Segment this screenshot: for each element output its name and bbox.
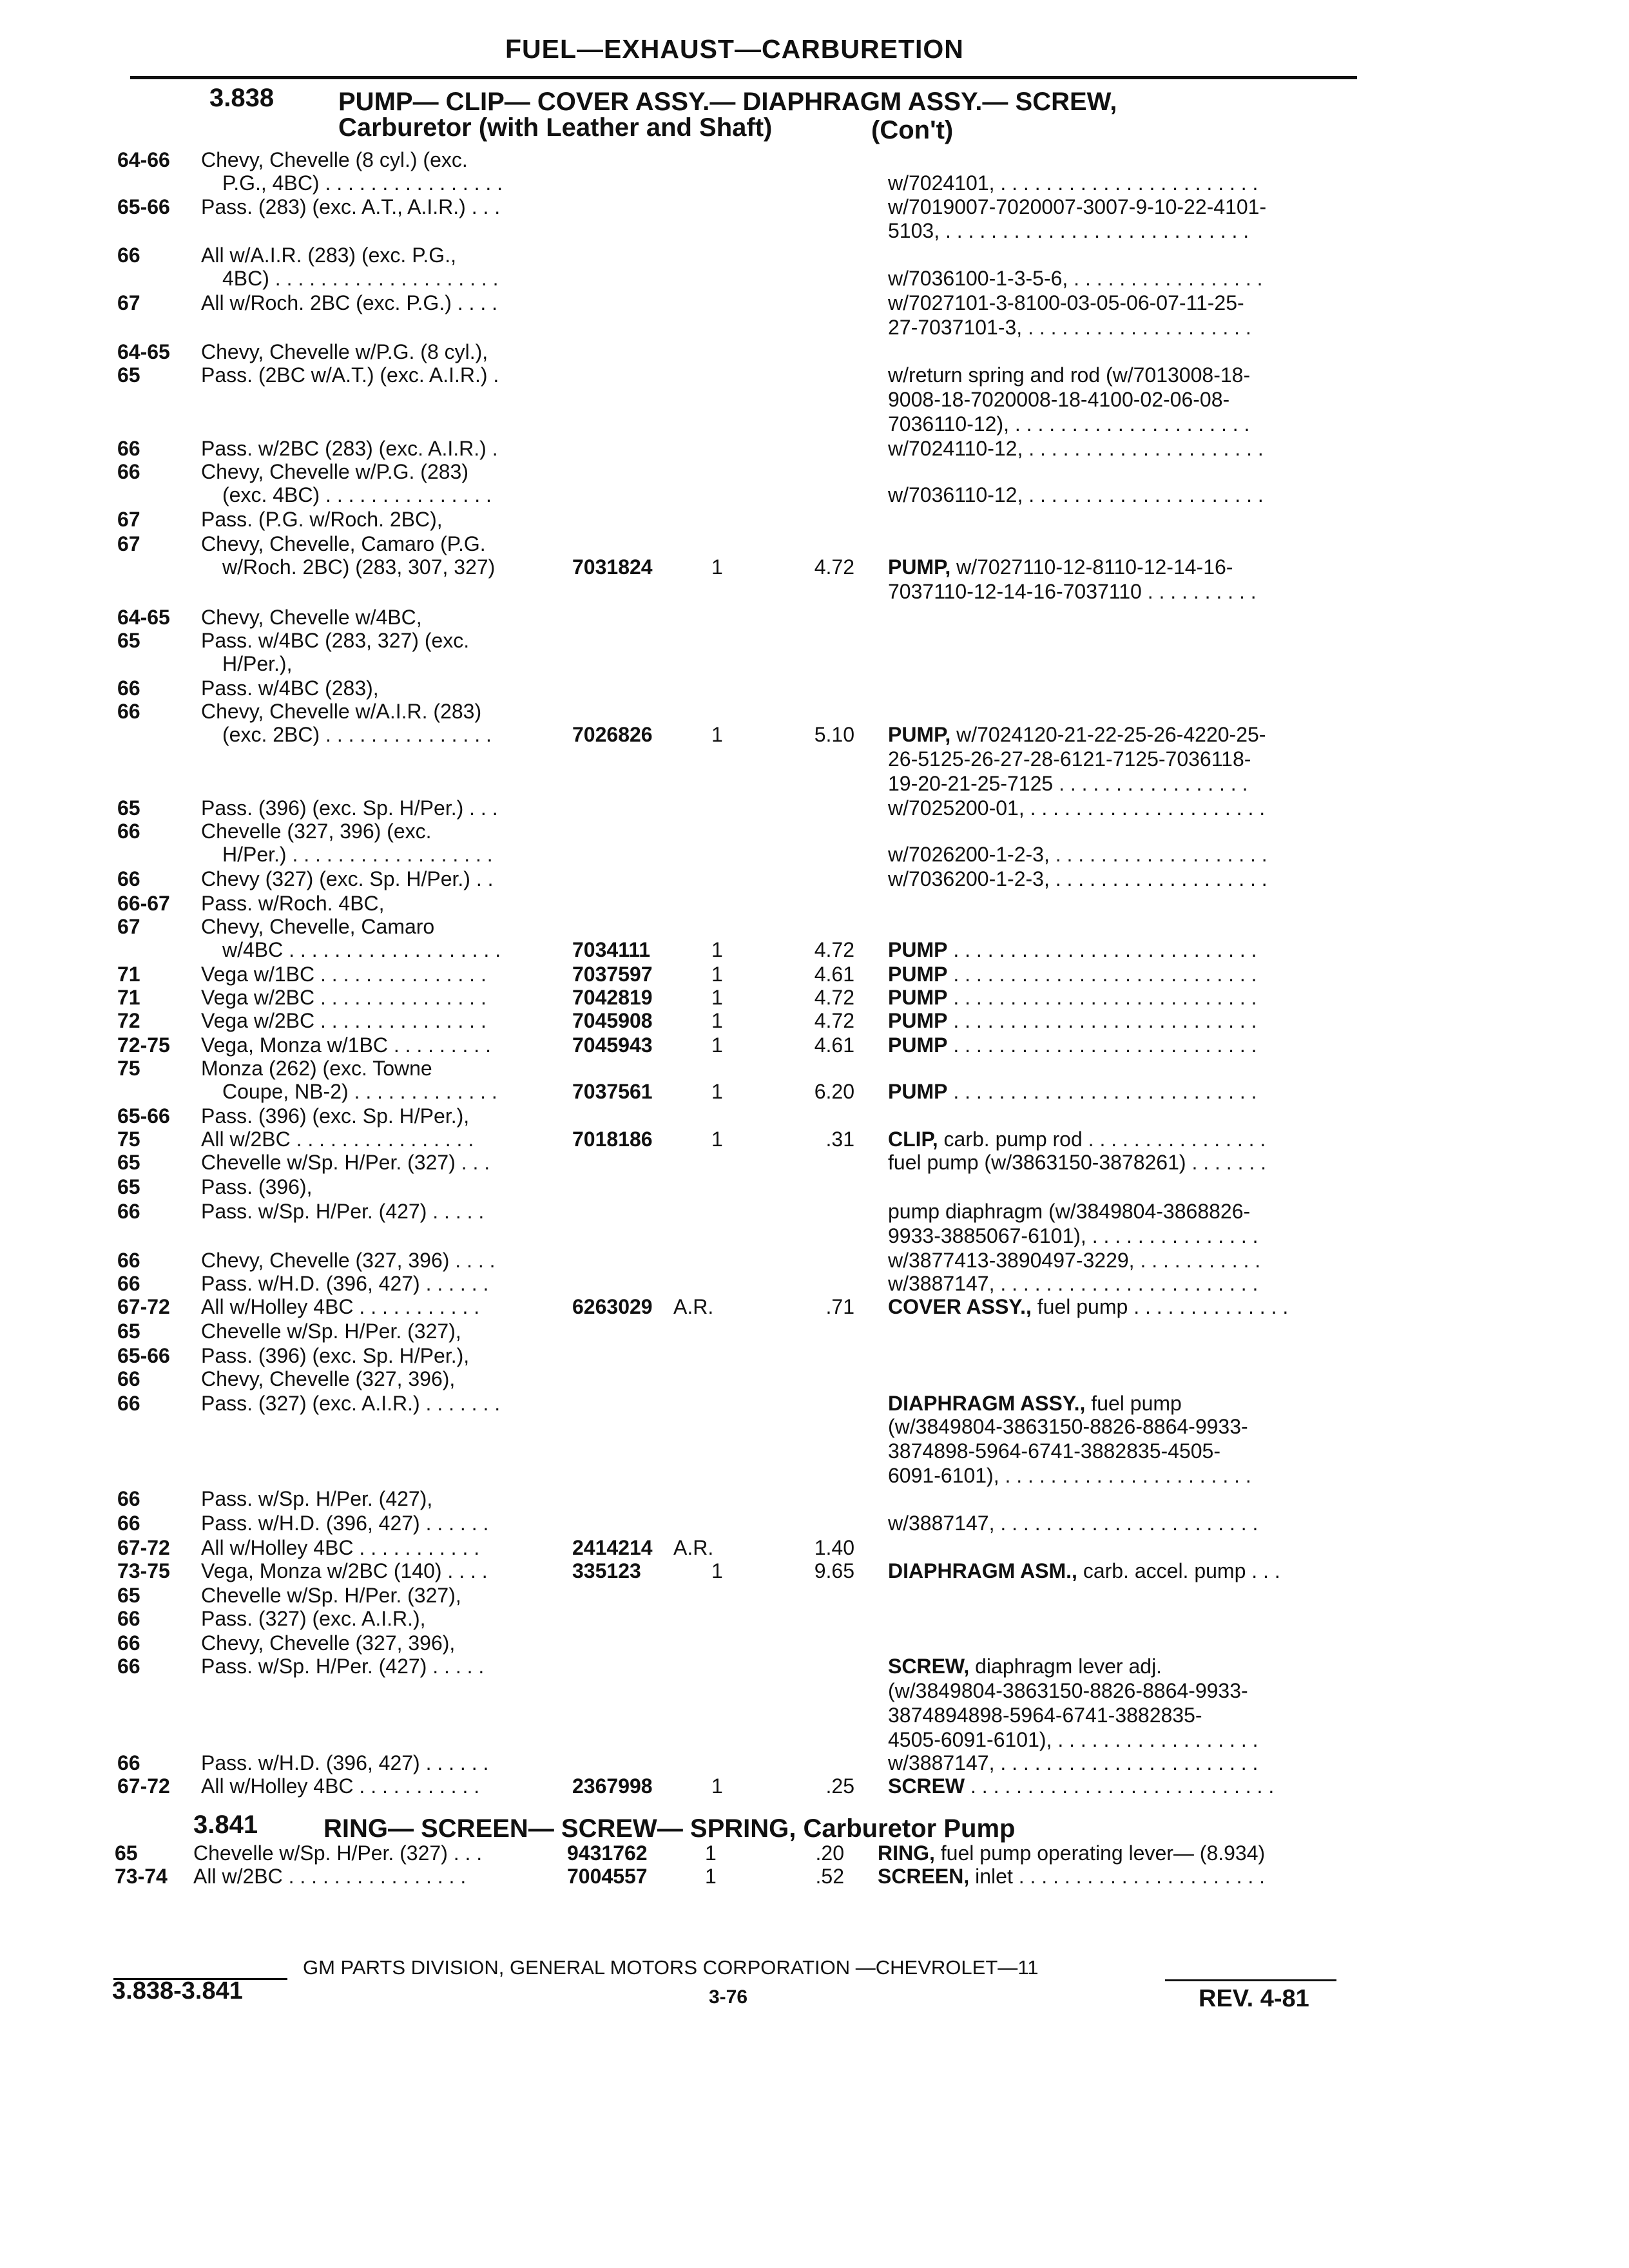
price: 4.72 xyxy=(814,986,854,1009)
part-detail: w/7027110-12-8110-12-14-16- xyxy=(950,555,1233,579)
part-description xyxy=(888,723,1266,746)
part-name: PUMP xyxy=(888,963,948,986)
section-subtitle: Carburetor (with Leather and Shaft) xyxy=(338,113,773,142)
part-description xyxy=(888,291,1244,314)
part-description xyxy=(888,1751,1258,1774)
application-text: Vega w/2BC . . . . . . . . . . . . . . . xyxy=(201,986,487,1009)
part-detail: 6091-6101), . . . . . . . . . . . . . . . . . . . . . . xyxy=(888,1464,1251,1487)
model-year: 65 xyxy=(117,1584,140,1607)
part-name: SCREW, xyxy=(888,1655,970,1678)
model-year: 66 xyxy=(117,1655,140,1678)
model-year: 66 xyxy=(117,1392,140,1415)
model-year: 75 xyxy=(117,1128,140,1151)
application-text: Pass. w/2BC (283) (exc. A.I.R.) . xyxy=(201,437,498,460)
quantity: 1 xyxy=(705,1865,717,1888)
application-text: Pass. (327) (exc. A.I.R.), xyxy=(201,1607,426,1630)
part-description xyxy=(888,986,1257,1009)
model-year: 65-66 xyxy=(117,1344,170,1367)
application-text: Chevelle (327, 396) (exc. xyxy=(201,820,432,843)
part-name: PUMP xyxy=(888,1080,948,1103)
application-text: 4BC) . . . . . . . . . . . . . . . . . . . . xyxy=(222,267,499,290)
part-name: COVER ASSY., xyxy=(888,1295,1032,1318)
part-number: 7031824 xyxy=(572,555,653,579)
part-description xyxy=(888,363,1250,387)
model-year: 66 xyxy=(117,1200,140,1223)
price: 4.72 xyxy=(814,1009,854,1032)
model-year: 71 xyxy=(117,986,140,1009)
model-year: 72 xyxy=(117,1009,140,1032)
application-text: All w/2BC . . . . . . . . . . . . . . . . xyxy=(201,1128,474,1151)
price: .25 xyxy=(825,1774,854,1798)
part-name: PUMP, xyxy=(888,555,951,579)
part-detail: 3874894898-5964-6741-3882835- xyxy=(888,1704,1202,1727)
part-number: 6263029 xyxy=(572,1295,653,1318)
part-detail: (w/3849804-3863150-8826-8864-9933- xyxy=(888,1415,1248,1438)
part-description xyxy=(878,1841,1265,1865)
part-description xyxy=(888,1704,1202,1727)
part-name: DIAPHRAGM ASM., xyxy=(888,1559,1077,1582)
model-year: 67 xyxy=(117,508,140,531)
part-detail: w/3887147, . . . . . . . . . . . . . . . . . . . . . . . xyxy=(888,1751,1258,1774)
part-description xyxy=(888,1464,1251,1487)
application-text: Pass. w/H.D. (396, 427) . . . . . . xyxy=(201,1512,489,1535)
application-text: Pass. w/4BC (283), xyxy=(201,677,379,700)
part-detail: w/7024110-12, . . . . . . . . . . . . . . . . . . . . . xyxy=(888,437,1264,460)
part-description xyxy=(888,1151,1266,1174)
model-year: 66 xyxy=(117,1367,140,1390)
quantity: 1 xyxy=(711,963,723,986)
part-description xyxy=(888,267,1263,290)
part-number: 7045943 xyxy=(572,1033,653,1057)
application-text: w/4BC . . . . . . . . . . . . . . . . . . . xyxy=(222,938,501,961)
part-description xyxy=(888,1559,1280,1582)
application-text: Chevy, Chevelle (327, 396), xyxy=(201,1631,456,1655)
model-year: 64-65 xyxy=(117,606,170,629)
part-detail: w/7019007-7020007-3007-9-10-22-4101- xyxy=(888,195,1267,218)
page-header-title: FUEL—EXHAUST—CARBURETION xyxy=(505,34,964,64)
part-number: 9431762 xyxy=(567,1841,648,1865)
application-text: All w/A.I.R. (283) (exc. P.G., xyxy=(201,244,456,267)
part-name: PUMP xyxy=(888,986,948,1009)
price: 1.40 xyxy=(814,1536,854,1559)
part-description xyxy=(888,195,1266,218)
application-text: Chevy, Chevelle, Camaro xyxy=(201,915,435,938)
part-detail: . . . . . . . . . . . . . . . . . . . . . . . . . . . xyxy=(947,1080,1257,1103)
part-description xyxy=(888,867,1268,890)
model-year: 75 xyxy=(117,1057,140,1080)
part-detail: diaphragm lever adj. xyxy=(969,1655,1162,1678)
model-year: 66 xyxy=(117,1249,140,1272)
section-number: 3.838 xyxy=(209,84,275,112)
quantity: 1 xyxy=(711,1774,723,1798)
part-number: 7042819 xyxy=(572,986,653,1009)
part-name: RING, xyxy=(878,1841,935,1865)
model-year: 66 xyxy=(117,1631,140,1655)
part-description xyxy=(888,555,1233,579)
price: 4.61 xyxy=(814,963,854,986)
part-number: 7026826 xyxy=(572,723,653,746)
quantity: 1 xyxy=(711,723,723,746)
application-text: Pass. (396), xyxy=(201,1175,313,1198)
part-detail: w/7036200-1-2-3, . . . . . . . . . . . . . . . . . . . xyxy=(888,867,1268,890)
part-description xyxy=(888,1655,1162,1678)
model-year: 67 xyxy=(117,532,140,555)
model-year: 66 xyxy=(117,700,140,723)
part-detail: w/7036110-12, . . . . . . . . . . . . . . . . . . . . . xyxy=(888,483,1264,506)
application-text: Chevy, Chevelle (327, 396) . . . . xyxy=(201,1249,496,1272)
price: 5.10 xyxy=(814,723,854,746)
part-description xyxy=(888,747,1251,771)
model-year: 71 xyxy=(117,963,140,986)
application-text: Chevelle w/Sp. H/Per. (327) . . . xyxy=(201,1151,490,1174)
part-detail: w/return spring and rod (w/7013008-18- xyxy=(888,363,1251,387)
part-number: 2414214 xyxy=(572,1536,653,1559)
quantity: 1 xyxy=(711,1009,723,1032)
application-text: Pass. (396) (exc. Sp. H/Per.) . . . xyxy=(201,796,498,820)
part-description xyxy=(888,772,1248,795)
application-text: Chevy, Chevelle, Camaro (P.G. xyxy=(201,532,486,555)
part-description xyxy=(888,1249,1260,1272)
application-text: Coupe, NB-2) . . . . . . . . . . . . . xyxy=(222,1080,497,1103)
part-detail: w/3877413-3890497-3229, . . . . . . . . . . . xyxy=(888,1249,1261,1272)
application-text: Pass. w/Sp. H/Per. (427) . . . . . xyxy=(201,1655,485,1678)
part-number: 7037561 xyxy=(572,1080,653,1103)
part-description xyxy=(888,1033,1257,1057)
application-text: Pass. w/Sp. H/Per. (427) . . . . . xyxy=(201,1200,485,1223)
part-detail: 5103, . . . . . . . . . . . . . . . . . . . . . . . . . . . xyxy=(888,219,1249,242)
part-detail: . . . . . . . . . . . . . . . . . . . . . . . . . . . xyxy=(947,963,1257,986)
model-year: 66 xyxy=(117,460,140,483)
application-text: Chevy, Chevelle w/4BC, xyxy=(201,606,422,629)
section-title: PUMP— CLIP— COVER ASSY.— DIAPHRAGM ASSY.— SCREW, xyxy=(338,88,1117,116)
part-detail: w/7026200-1-2-3, . . . . . . . . . . . . . . . . . . . xyxy=(888,843,1268,866)
part-description xyxy=(888,843,1268,866)
part-detail: fuel pump xyxy=(1085,1392,1182,1415)
model-year: 65 xyxy=(117,1175,140,1198)
model-year: 66 xyxy=(117,820,140,843)
part-detail: w/7027101-3-8100-03-05-06-07-11-25- xyxy=(888,291,1244,314)
part-name: CLIP, xyxy=(888,1128,938,1151)
part-detail: 9933-3885067-6101), . . . . . . . . . . . . . . . xyxy=(888,1224,1258,1247)
part-detail: . . . . . . . . . . . . . . . . . . . . . . . . . . . xyxy=(947,938,1257,961)
application-text: Pass. w/H.D. (396, 427) . . . . . . xyxy=(201,1272,489,1295)
part-number: 7034111 xyxy=(572,938,651,961)
price: .31 xyxy=(825,1128,854,1151)
part-description xyxy=(888,1295,1288,1318)
model-year: 64-66 xyxy=(117,148,170,171)
part-number: 2367998 xyxy=(572,1774,653,1798)
part-detail: . . . . . . . . . . . . . . . . . . . . . . . . . . . xyxy=(947,986,1257,1009)
part-description xyxy=(888,1728,1258,1751)
model-year: 65 xyxy=(117,363,140,387)
quantity: 1 xyxy=(705,1841,717,1865)
model-year: 73-75 xyxy=(117,1559,170,1582)
header-rule xyxy=(130,76,1357,79)
part-detail: fuel pump (w/3863150-3878261) . . . . . . . xyxy=(888,1151,1267,1174)
part-number: 335123 xyxy=(572,1559,641,1582)
part-description xyxy=(888,1774,1274,1798)
quantity: A.R. xyxy=(673,1536,714,1559)
part-description xyxy=(888,388,1229,411)
quantity: 1 xyxy=(711,1128,723,1151)
application-text: (exc. 4BC) . . . . . . . . . . . . . . . xyxy=(222,483,492,506)
part-description xyxy=(878,1865,1265,1888)
part-description xyxy=(888,1009,1257,1032)
application-text: Pass. (327) (exc. A.I.R.) . . . . . . . xyxy=(201,1392,501,1415)
model-year: 66 xyxy=(117,1487,140,1510)
application-text: Chevelle w/Sp. H/Per. (327) . . . xyxy=(193,1841,483,1865)
price: 4.61 xyxy=(814,1033,854,1057)
application-text: Chevy, Chevelle w/P.G. (283) xyxy=(201,460,468,483)
quantity: A.R. xyxy=(673,1295,714,1318)
part-description xyxy=(888,1439,1220,1463)
application-text: All w/2BC . . . . . . . . . . . . . . . . xyxy=(193,1865,467,1888)
model-year: 67-72 xyxy=(117,1536,170,1559)
part-detail: . . . . . . . . . . . . . . . . . . . . . . . . . . . xyxy=(947,1009,1257,1032)
part-number: 7004557 xyxy=(567,1865,648,1888)
part-description xyxy=(888,437,1264,460)
quantity: 1 xyxy=(711,938,723,961)
part-detail: w/7024120-21-22-25-26-4220-25- xyxy=(950,723,1266,746)
part-detail: 4505-6091-6101), . . . . . . . . . . . . . . . . . . xyxy=(888,1728,1258,1751)
part-description xyxy=(888,412,1249,436)
model-year: 65 xyxy=(115,1841,138,1865)
part-description xyxy=(888,963,1257,986)
part-detail: . . . . . . . . . . . . . . . . . . . . . . . . . . . xyxy=(965,1774,1275,1798)
part-detail: 27-7037101-3, . . . . . . . . . . . . . . . . . . . . xyxy=(888,316,1251,339)
model-year: 66 xyxy=(117,1272,140,1295)
application-text: Pass. (P.G. w/Roch. 2BC), xyxy=(201,508,443,531)
application-text: Pass. w/Sp. H/Per. (427), xyxy=(201,1487,433,1510)
part-description xyxy=(888,1679,1248,1702)
quantity: 1 xyxy=(711,1080,723,1103)
application-text: Vega w/1BC . . . . . . . . . . . . . . . xyxy=(201,963,487,986)
quantity: 1 xyxy=(711,986,723,1009)
model-year: 67 xyxy=(117,915,140,938)
application-text: H/Per.), xyxy=(222,652,293,675)
model-year: 65 xyxy=(117,1151,140,1174)
section2-number: 3.841 xyxy=(193,1811,258,1839)
part-name: SCREEN, xyxy=(878,1865,970,1888)
part-name: PUMP, xyxy=(888,723,951,746)
part-description xyxy=(888,1512,1258,1535)
part-description xyxy=(888,1200,1250,1223)
part-detail: fuel pump . . . . . . . . . . . . . . xyxy=(1031,1295,1289,1318)
application-text: Chevelle w/Sp. H/Per. (327), xyxy=(201,1584,461,1607)
application-text: P.G., 4BC) . . . . . . . . . . . . . . . . xyxy=(222,171,503,195)
part-description xyxy=(888,580,1257,603)
application-text: Pass. w/H.D. (396, 427) . . . . . . xyxy=(201,1751,489,1774)
part-name: SCREW xyxy=(888,1774,965,1798)
part-detail: w/7036100-1-3-5-6, . . . . . . . . . . . . . . . . . xyxy=(888,267,1263,290)
part-description xyxy=(888,1128,1266,1151)
price: 9.65 xyxy=(814,1559,854,1582)
model-year: 66 xyxy=(117,1607,140,1630)
part-name: DIAPHRAGM ASSY., xyxy=(888,1392,1086,1415)
part-description xyxy=(888,171,1258,195)
application-text: All w/Holley 4BC . . . . . . . . . . . xyxy=(201,1536,480,1559)
application-text: Chevy, Chevelle (8 cyl.) (exc. xyxy=(201,148,468,171)
model-year: 67-72 xyxy=(117,1295,170,1318)
model-year: 72-75 xyxy=(117,1033,170,1057)
application-text: Chevy (327) (exc. Sp. H/Per.) . . xyxy=(201,867,494,890)
part-detail: 9008-18-7020008-18-4100-02-06-08- xyxy=(888,388,1230,411)
application-text: Chevy, Chevelle w/A.I.R. (283) xyxy=(201,700,482,723)
application-text: Pass. w/4BC (283, 327) (exc. xyxy=(201,629,470,652)
footer-rule-right xyxy=(1165,1979,1336,1981)
model-year: 65 xyxy=(117,796,140,820)
part-description xyxy=(888,1080,1257,1103)
part-description xyxy=(888,483,1264,506)
part-description xyxy=(888,1415,1248,1438)
quantity: 1 xyxy=(711,555,723,579)
part-description xyxy=(888,796,1265,820)
part-detail: w/7024101, . . . . . . . . . . . . . . . . . . . . . . . xyxy=(888,171,1258,195)
application-text: Pass. (396) (exc. Sp. H/Per.), xyxy=(201,1104,470,1128)
part-number: 7037597 xyxy=(572,963,653,986)
part-description xyxy=(888,316,1251,339)
quantity: 1 xyxy=(711,1559,723,1582)
section-continued: (Con't) xyxy=(871,116,954,144)
part-detail: w/3887147, . . . . . . . . . . . . . . . . . . . . . . . xyxy=(888,1272,1258,1295)
price: .52 xyxy=(815,1865,844,1888)
price: 4.72 xyxy=(814,938,854,961)
application-text: (exc. 2BC) . . . . . . . . . . . . . . . xyxy=(222,723,492,746)
application-text: w/Roch. 2BC) (283, 307, 327) xyxy=(222,555,496,579)
part-detail: 19-20-21-25-7125 . . . . . . . . . . . . . . . . . xyxy=(888,772,1248,795)
part-number: 7018186 xyxy=(572,1128,653,1151)
application-text: All w/Holley 4BC . . . . . . . . . . . xyxy=(201,1774,480,1798)
application-text: Pass. (396) (exc. Sp. H/Per.), xyxy=(201,1344,470,1367)
footer-publisher: GM PARTS DIVISION, GENERAL MOTORS CORPORATION —CHEVROLET—11 xyxy=(303,1956,1039,1979)
model-year: 66 xyxy=(117,244,140,267)
application-text: Pass. w/Roch. 4BC, xyxy=(201,892,385,915)
application-text: Vega w/2BC . . . . . . . . . . . . . . . xyxy=(201,1009,487,1032)
application-text: All w/Holley 4BC . . . . . . . . . . . xyxy=(201,1295,480,1318)
model-year: 66 xyxy=(117,1751,140,1774)
model-year: 65 xyxy=(117,1320,140,1343)
part-name: PUMP xyxy=(888,1033,948,1057)
model-year: 64-65 xyxy=(117,340,170,363)
application-text: All w/Roch. 2BC (exc. P.G.) . . . . xyxy=(201,291,497,314)
part-description xyxy=(888,938,1257,961)
part-description xyxy=(888,1224,1258,1247)
part-detail: carb. pump rod . . . . . . . . . . . . . . . . xyxy=(938,1128,1266,1151)
application-text: Chevelle w/Sp. H/Per. (327), xyxy=(201,1320,461,1343)
revision-label: REV. 4-81 xyxy=(1199,1985,1309,2012)
part-detail: . . . . . . . . . . . . . . . . . . . . . . . . . . . xyxy=(947,1033,1257,1057)
part-description xyxy=(888,219,1249,242)
model-year: 66 xyxy=(117,677,140,700)
part-name: PUMP xyxy=(888,1009,948,1032)
application-text: H/Per.) . . . . . . . . . . . . . . . . . . xyxy=(222,843,493,866)
part-detail: 7037110-12-14-16-7037110 . . . . . . . . . . xyxy=(888,580,1257,603)
part-detail: 7036110-12), . . . . . . . . . . . . . . . . . . . . . xyxy=(888,412,1250,436)
model-year: 65-66 xyxy=(117,1104,170,1128)
price: .71 xyxy=(825,1295,854,1318)
part-detail: w/3887147, . . . . . . . . . . . . . . . . . . . . . . . xyxy=(888,1512,1258,1535)
model-year: 66 xyxy=(117,437,140,460)
application-text: Pass. (283) (exc. A.T., A.I.R.) . . . xyxy=(201,195,501,218)
price: 6.20 xyxy=(814,1080,854,1103)
part-detail: (w/3849804-3863150-8826-8864-9933- xyxy=(888,1679,1248,1702)
model-year: 66 xyxy=(117,1512,140,1535)
model-year: 73-74 xyxy=(115,1865,168,1888)
part-detail: w/7025200-01, . . . . . . . . . . . . . . . . . . . . . xyxy=(888,796,1266,820)
model-year: 66 xyxy=(117,867,140,890)
part-detail: inlet . . . . . . . . . . . . . . . . . . . . . . xyxy=(969,1865,1266,1888)
section2-title: RING— SCREEN— SCREW— SPRING, Carburetor Pump xyxy=(323,1814,1016,1843)
model-year: 65-66 xyxy=(117,195,170,218)
model-year: 67 xyxy=(117,291,140,314)
part-detail: carb. accel. pump . . . xyxy=(1077,1559,1280,1582)
application-text: Pass. (2BC w/A.T.) (exc. A.I.R.) . xyxy=(201,363,499,387)
model-year: 66-67 xyxy=(117,892,170,915)
price: .20 xyxy=(815,1841,844,1865)
model-year: 67-72 xyxy=(117,1774,170,1798)
part-description xyxy=(888,1272,1258,1295)
application-text: Chevy, Chevelle (327, 396), xyxy=(201,1367,456,1390)
application-text: Vega, Monza w/2BC (140) . . . . xyxy=(201,1559,488,1582)
part-name: PUMP xyxy=(888,938,948,961)
footer-section-range: 3.838-3.841 xyxy=(112,1977,243,2004)
application-text: Monza (262) (exc. Towne xyxy=(201,1057,432,1080)
model-year: 65 xyxy=(117,629,140,652)
application-text: Chevy, Chevelle w/P.G. (8 cyl.), xyxy=(201,340,488,363)
part-detail: fuel pump operating lever— (8.934) xyxy=(934,1841,1266,1865)
part-number: 7045908 xyxy=(572,1009,653,1032)
application-text: Vega, Monza w/1BC . . . . . . . . . xyxy=(201,1033,491,1057)
part-detail: pump diaphragm (w/3849804-3868826- xyxy=(888,1200,1251,1223)
quantity: 1 xyxy=(711,1033,723,1057)
page-number: 3-76 xyxy=(709,1986,748,2008)
part-detail: 3874898-5964-6741-3882835-4505- xyxy=(888,1439,1220,1463)
price: 4.72 xyxy=(814,555,854,579)
part-description xyxy=(888,1392,1182,1415)
part-detail: 26-5125-26-27-28-6121-7125-7036118- xyxy=(888,747,1251,771)
